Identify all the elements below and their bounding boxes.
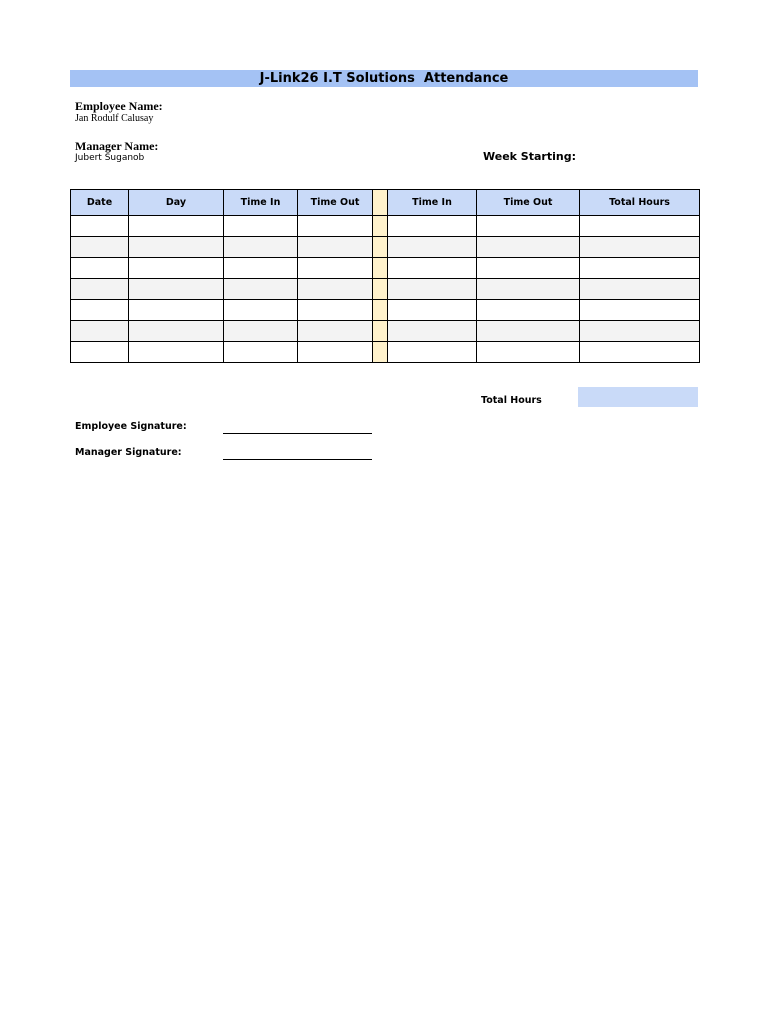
time-out-1-cell[interactable] [298, 237, 373, 258]
total-hours-cell[interactable] [580, 237, 700, 258]
time-in-1-cell[interactable] [224, 258, 298, 279]
time-out-2-cell[interactable] [477, 342, 580, 363]
day-cell[interactable] [129, 300, 224, 321]
table-row [71, 258, 700, 279]
time-in-2-cell[interactable] [388, 321, 477, 342]
time-out-2-cell[interactable] [477, 279, 580, 300]
header-day: Day [129, 190, 224, 216]
separator-cell [373, 279, 388, 300]
time-out-2-cell[interactable] [477, 237, 580, 258]
day-cell[interactable] [129, 342, 224, 363]
total-hours-cell[interactable] [578, 387, 698, 407]
header-time-out-1: Time Out [298, 190, 373, 216]
time-in-1-cell[interactable] [224, 216, 298, 237]
date-cell[interactable] [71, 237, 129, 258]
header-time-out-2: Time Out [477, 190, 580, 216]
day-cell[interactable] [129, 258, 224, 279]
employee-name-value: Jan Rodulf Calusay [75, 113, 154, 124]
manager-name-value: Jubert Suganob [75, 153, 145, 163]
day-cell[interactable] [129, 216, 224, 237]
date-cell[interactable] [71, 216, 129, 237]
time-in-2-cell[interactable] [388, 237, 477, 258]
document-title: J-Link26 I.T Solutions Attendance [70, 70, 698, 87]
time-out-1-cell[interactable] [298, 300, 373, 321]
header-total-hours: Total Hours [580, 190, 700, 216]
separator-cell [373, 321, 388, 342]
date-cell[interactable] [71, 321, 129, 342]
time-in-1-cell[interactable] [224, 342, 298, 363]
time-out-1-cell[interactable] [298, 216, 373, 237]
time-in-1-cell[interactable] [224, 279, 298, 300]
employee-signature-line[interactable] [223, 433, 372, 434]
day-cell[interactable] [129, 321, 224, 342]
total-hours-cell[interactable] [580, 216, 700, 237]
separator-cell [373, 300, 388, 321]
time-out-2-cell[interactable] [477, 321, 580, 342]
separator-cell [373, 342, 388, 363]
date-cell[interactable] [71, 279, 129, 300]
header-time-in-2: Time In [388, 190, 477, 216]
table-header-row [71, 190, 700, 216]
time-out-2-cell[interactable] [477, 300, 580, 321]
time-in-2-cell[interactable] [388, 279, 477, 300]
attendance-table [70, 189, 700, 363]
separator-cell [373, 237, 388, 258]
time-out-1-cell[interactable] [298, 279, 373, 300]
table-row [71, 279, 700, 300]
time-out-1-cell[interactable] [298, 258, 373, 279]
time-in-1-cell[interactable] [224, 300, 298, 321]
separator-cell [373, 216, 388, 237]
table-row [71, 342, 700, 363]
total-hours-cell[interactable] [580, 258, 700, 279]
time-in-1-cell[interactable] [224, 237, 298, 258]
table-row [71, 300, 700, 321]
header-time-in-1: Time In [224, 190, 298, 216]
manager-signature-line[interactable] [223, 459, 372, 460]
table-row [71, 237, 700, 258]
manager-signature-label: Manager Signature: [75, 447, 182, 458]
time-out-1-cell[interactable] [298, 321, 373, 342]
manager-name-label: Manager Name: [75, 139, 159, 153]
separator-cell [373, 258, 388, 279]
time-in-2-cell[interactable] [388, 342, 477, 363]
time-out-2-cell[interactable] [477, 216, 580, 237]
day-cell[interactable] [129, 279, 224, 300]
employee-signature-label: Employee Signature: [75, 421, 187, 432]
day-cell[interactable] [129, 237, 224, 258]
table-row [71, 321, 700, 342]
total-hours-cell[interactable] [580, 279, 700, 300]
time-out-2-cell[interactable] [477, 258, 580, 279]
header-date: Date [71, 190, 129, 216]
time-in-2-cell[interactable] [388, 300, 477, 321]
week-starting-label: Week Starting: [483, 150, 576, 163]
date-cell[interactable] [71, 258, 129, 279]
table-row [71, 216, 700, 237]
time-in-1-cell[interactable] [224, 321, 298, 342]
total-hours-label: Total Hours [481, 395, 542, 406]
date-cell[interactable] [71, 342, 129, 363]
header-separator [373, 190, 388, 216]
employee-name-label: Employee Name: [75, 99, 163, 113]
total-hours-cell[interactable] [580, 342, 700, 363]
total-hours-cell[interactable] [580, 321, 700, 342]
time-out-1-cell[interactable] [298, 342, 373, 363]
date-cell[interactable] [71, 300, 129, 321]
total-hours-cell[interactable] [580, 300, 700, 321]
time-in-2-cell[interactable] [388, 216, 477, 237]
time-in-2-cell[interactable] [388, 258, 477, 279]
